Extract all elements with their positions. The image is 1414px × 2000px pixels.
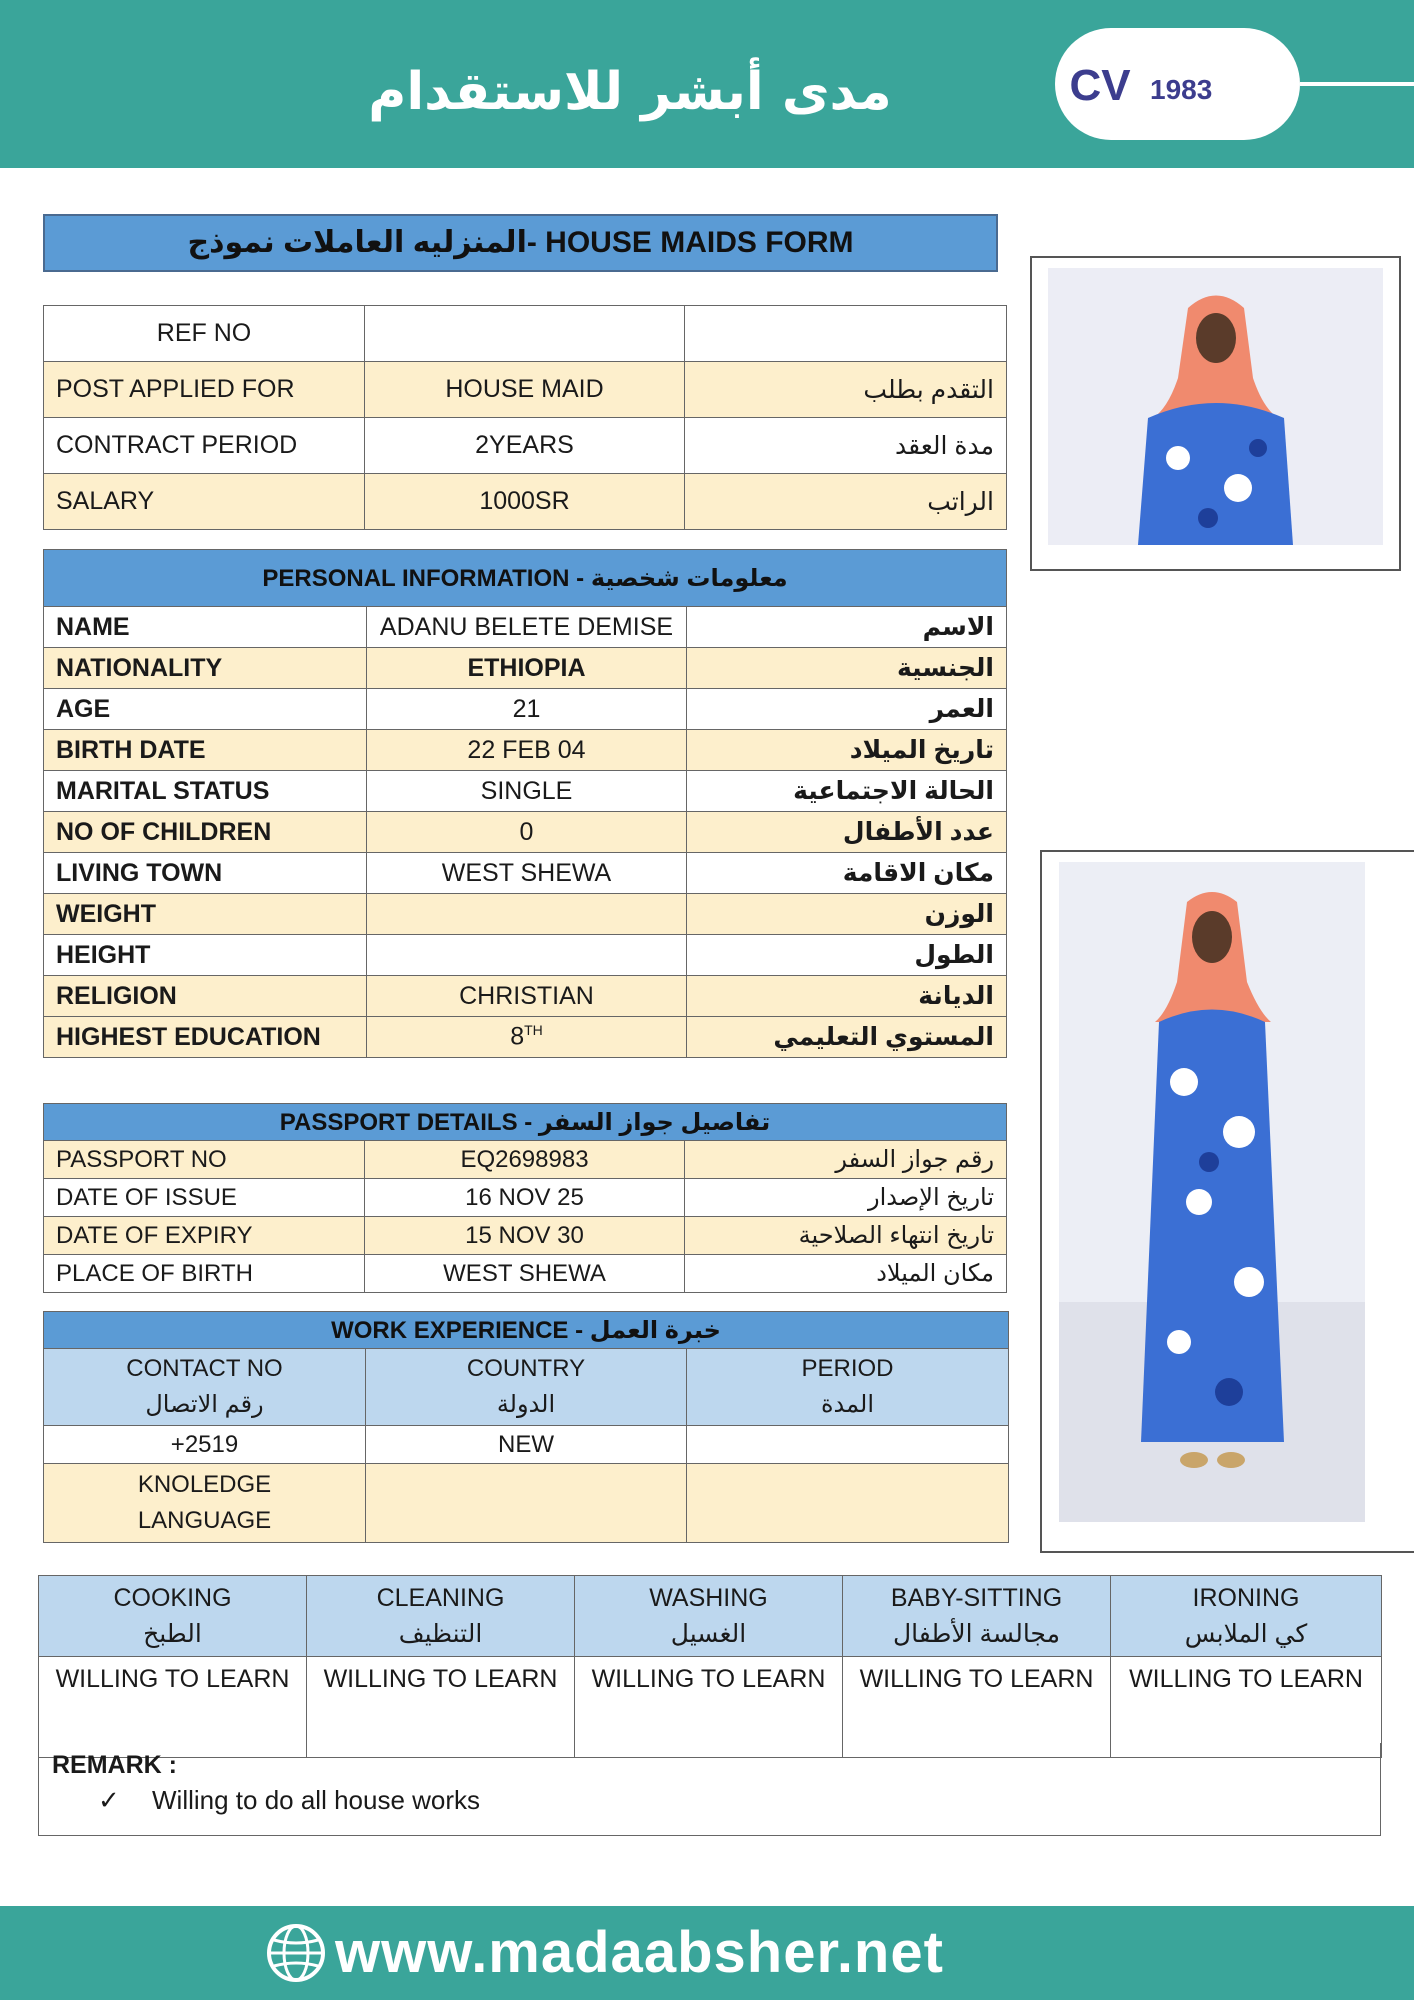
table-row [44,935,1007,976]
expiry-date-value: 15 NOV 30 [365,1217,685,1255]
issue-date-value: 16 NOV 25 [365,1179,685,1217]
table-row [44,771,1007,812]
knowledge-language-value [366,1464,687,1543]
skill-cooking-ar: الطبخ [143,1620,202,1648]
cv-label: CV [1069,61,1131,110]
contact-no-value: +2519 [44,1426,366,1464]
marital-status-label: MARITAL STATUS [44,771,367,812]
table-row [44,1426,1009,1464]
country-column-header [366,1349,687,1426]
contact-no-column-header [44,1349,366,1426]
skill-washing-value: WILLING TO LEARN [575,1657,843,1758]
table-row [44,1017,1007,1058]
skill-ironing-ar: كي الملابس [1184,1620,1308,1648]
skill-washing-en: WASHING [649,1584,768,1612]
table-row [44,853,1007,894]
skill-babysitting-header [843,1576,1111,1657]
skill-babysitting-en: BABY-SITTING [890,1584,1063,1612]
table-row [44,306,1007,362]
passport-header: PASSPORT DETAILS - تفاصيل جواز السفر [44,1104,1007,1141]
education-value [367,1017,687,1058]
height-label: HEIGHT [44,935,367,976]
height-value [367,935,687,976]
period-column-header [687,1349,1009,1426]
skill-ironing-value: WILLING TO LEARN [1111,1657,1382,1758]
expiry-date-arabic: تاريخ انتهاء الصلاحية [685,1217,1007,1255]
contract-period-arabic: مدة العقد [685,418,1007,474]
company-name: مدى أبشر للاستقدام [368,62,892,122]
post-applied-label: POST APPLIED FOR [44,362,365,418]
education-grade: 8 [510,1022,525,1051]
application-table [43,305,1007,530]
remark-text: Willing to do all house works [152,1785,481,1815]
globe-icon [265,1922,327,1984]
birth-date-arabic: تاريخ الميلاد [687,730,1007,771]
living-town-arabic: مكان الاقامة [687,853,1007,894]
name-label: NAME [44,607,367,648]
country-en: COUNTRY [466,1355,586,1382]
education-arabic: المستوي التعليمي [687,1017,1007,1058]
nationality-arabic: الجنسية [687,648,1007,689]
table-row [44,607,1007,648]
name-arabic: الاسم [687,607,1007,648]
table-row [44,976,1007,1017]
period-en: PERIOD [801,1355,894,1382]
age-value: 21 [367,689,687,730]
name-value: ADANU BELETE DEMISE [367,607,687,648]
table-row [44,730,1007,771]
nationality-label: NATIONALITY [44,648,367,689]
knowledge-language-extra [687,1464,1009,1543]
age-arabic: العمر [687,689,1007,730]
children-arabic: عدد الأطفال [687,812,1007,853]
children-value: 0 [367,812,687,853]
work-experience-table [43,1311,1009,1543]
table-row [44,474,1007,530]
age-label: AGE [44,689,367,730]
birth-place-value: WEST SHEWA [365,1255,685,1293]
birth-date-value: 22 FEB 04 [367,730,687,771]
remark-title: REMARK : [52,1751,177,1779]
table-row [44,1141,1007,1179]
birth-place-label: PLACE OF BIRTH [44,1255,365,1293]
skill-cooking-header [39,1576,307,1657]
country-value: NEW [366,1426,687,1464]
applicant-portrait-photo [1048,268,1383,545]
period-ar: المدة [820,1391,875,1418]
table-row [44,1464,1009,1543]
marital-status-value: SINGLE [367,771,687,812]
passport-no-label: PASSPORT NO [44,1141,365,1179]
skill-ironing-en: IRONING [1192,1584,1300,1612]
skill-cleaning-ar: التنظيف [398,1620,483,1648]
language-label: LANGUAGE [137,1507,272,1534]
nationality-value: ETHIOPIA [367,648,687,689]
applicant-fullbody-photo [1059,862,1365,1522]
work-experience-header: WORK EXPERIENCE - خبرة العمل [44,1312,1009,1349]
education-suffix: TH [524,1022,543,1039]
contract-period-label: CONTRACT PERIOD [44,418,365,474]
issue-date-arabic: تاريخ الإصدار [685,1179,1007,1217]
post-applied-arabic: التقدم بطلب [685,362,1007,418]
table-row [44,812,1007,853]
living-town-label: LIVING TOWN [44,853,367,894]
religion-label: RELIGION [44,976,367,1017]
skill-washing-ar: الغسيل [670,1620,747,1648]
height-arabic: الطول [687,935,1007,976]
birth-date-label: BIRTH DATE [44,730,367,771]
birth-place-arabic: مكان الميلاد [685,1255,1007,1293]
checkmark-icon: ✓ [98,1785,120,1815]
contact-no-en: CONTACT NO [126,1355,283,1382]
table-row [44,1217,1007,1255]
personal-info-table [43,549,1007,1058]
skill-cleaning-en: CLEANING [376,1584,505,1612]
skill-ironing-header [1111,1576,1382,1657]
table-row [44,1179,1007,1217]
weight-value [367,894,687,935]
header-divider-line [1300,82,1414,86]
ref-no-label: REF NO [44,306,365,362]
table-row [44,648,1007,689]
religion-value: CHRISTIAN [367,976,687,1017]
ref-no-value [365,306,685,362]
living-town-value: WEST SHEWA [367,853,687,894]
table-row [44,689,1007,730]
skill-washing-header [575,1576,843,1657]
salary-label: SALARY [44,474,365,530]
weight-label: WEIGHT [44,894,367,935]
skill-cleaning-header [307,1576,575,1657]
education-label: HIGHEST EDUCATION [44,1017,367,1058]
table-row [44,894,1007,935]
passport-no-arabic: رقم جواز السفر [685,1141,1007,1179]
skill-cleaning-value: WILLING TO LEARN [307,1657,575,1758]
marital-status-arabic: الحالة الاجتماعية [687,771,1007,812]
skill-babysitting-value: WILLING TO LEARN [843,1657,1111,1758]
cv-number: 1983 [1150,74,1213,105]
children-label: NO OF CHILDREN [44,812,367,853]
knowledge-label: KNOLEDGE [137,1471,272,1498]
religion-arabic: الديانة [687,976,1007,1017]
passport-table [43,1103,1007,1293]
issue-date-label: DATE OF ISSUE [44,1179,365,1217]
table-header-row [44,1349,1009,1426]
skill-babysitting-ar: مجالسة الأطفال [893,1620,1060,1648]
ref-no-arabic [685,306,1007,362]
table-row [44,362,1007,418]
salary-value: 1000SR [365,474,685,530]
knowledge-language-label [44,1464,366,1543]
salary-arabic: الراتب [685,474,1007,530]
contact-no-ar: رقم الاتصال [145,1391,264,1418]
weight-arabic: الوزن [687,894,1007,935]
skill-cooking-en: COOKING [113,1584,232,1612]
skills-table [38,1575,1382,1758]
expiry-date-label: DATE OF EXPIRY [44,1217,365,1255]
passport-no-value: EQ2698983 [365,1141,685,1179]
post-applied-value: HOUSE MAID [365,362,685,418]
table-row [44,1255,1007,1293]
personal-info-header: PERSONAL INFORMATION - معلومات شخصية [44,550,1007,607]
table-row [44,418,1007,474]
period-value [687,1426,1009,1464]
skill-cooking-value: WILLING TO LEARN [39,1657,307,1758]
country-ar: الدولة [496,1391,556,1418]
form-title: المنزليه العاملات نموذج- HOUSE MAIDS FORM [43,214,998,272]
website-link[interactable]: www.madaabsher.net [335,1920,944,1985]
skills-header-row [39,1576,1382,1657]
contract-period-value: 2YEARS [365,418,685,474]
